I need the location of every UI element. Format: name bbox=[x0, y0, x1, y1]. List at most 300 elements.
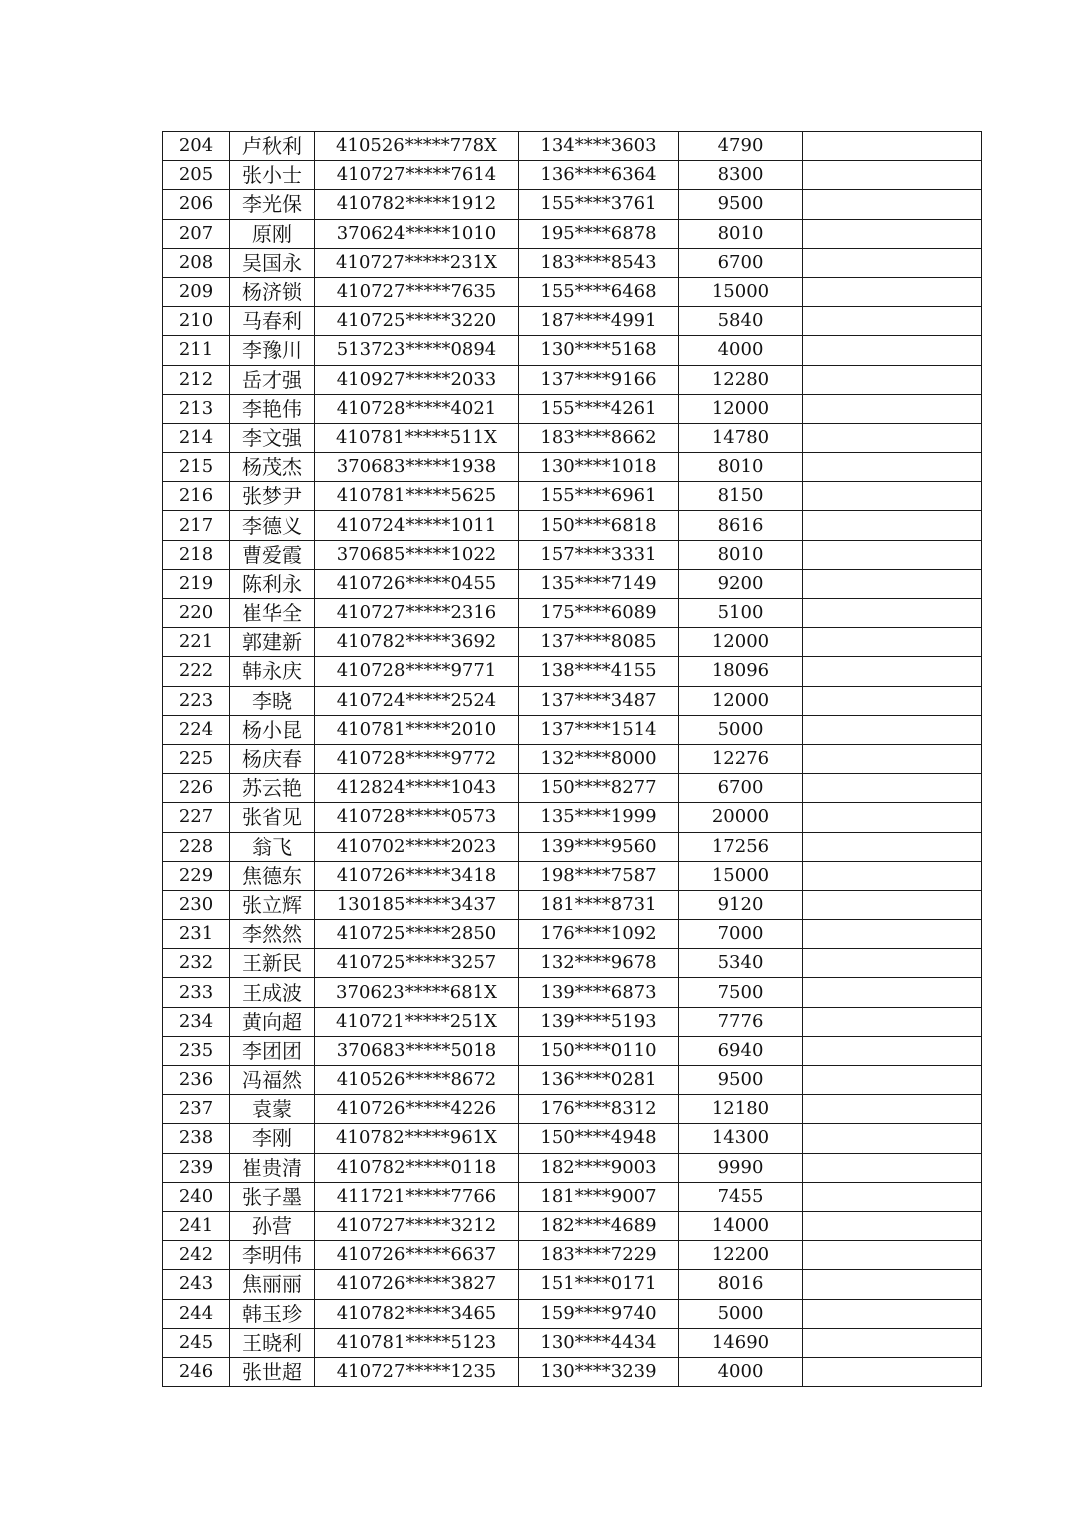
phone-cell: 155****6468 bbox=[519, 277, 679, 306]
name-cell: 张子墨 bbox=[230, 1182, 315, 1211]
id-number-cell: 370623*****681X bbox=[315, 978, 519, 1007]
id-number-cell: 410781*****2010 bbox=[315, 715, 519, 744]
table-row bbox=[163, 1241, 982, 1270]
row-number-cell: 224 bbox=[163, 715, 230, 744]
row-number-cell: 214 bbox=[163, 423, 230, 452]
id-number-cell: 410728*****4021 bbox=[315, 394, 519, 423]
amount-cell: 4000 bbox=[679, 1357, 803, 1386]
note-cell bbox=[803, 453, 982, 482]
name-cell: 郭建新 bbox=[230, 628, 315, 657]
note-cell bbox=[803, 715, 982, 744]
id-number-cell: 410782*****3692 bbox=[315, 628, 519, 657]
row-number-cell: 204 bbox=[163, 132, 230, 161]
table-row bbox=[163, 715, 982, 744]
phone-cell: 138****4155 bbox=[519, 657, 679, 686]
table-row bbox=[163, 1299, 982, 1328]
amount-cell: 9200 bbox=[679, 569, 803, 598]
id-number-cell: 410727*****7614 bbox=[315, 161, 519, 190]
amount-cell: 12000 bbox=[679, 628, 803, 657]
table-row bbox=[163, 132, 982, 161]
amount-cell: 14690 bbox=[679, 1328, 803, 1357]
row-number-cell: 232 bbox=[163, 949, 230, 978]
id-number-cell: 410782*****961X bbox=[315, 1124, 519, 1153]
row-number-cell: 207 bbox=[163, 219, 230, 248]
id-number-cell: 513723*****0894 bbox=[315, 336, 519, 365]
table-row bbox=[163, 1007, 982, 1036]
phone-cell: 187****4991 bbox=[519, 307, 679, 336]
phone-cell: 155****4261 bbox=[519, 394, 679, 423]
amount-cell: 14780 bbox=[679, 423, 803, 452]
table-row bbox=[163, 248, 982, 277]
table-row bbox=[163, 1124, 982, 1153]
phone-cell: 176****8312 bbox=[519, 1095, 679, 1124]
id-number-cell: 410782*****1912 bbox=[315, 190, 519, 219]
amount-cell: 8300 bbox=[679, 161, 803, 190]
phone-cell: 130****5168 bbox=[519, 336, 679, 365]
name-cell: 张省见 bbox=[230, 803, 315, 832]
phone-cell: 182****4689 bbox=[519, 1211, 679, 1240]
amount-cell: 9500 bbox=[679, 1066, 803, 1095]
note-cell bbox=[803, 277, 982, 306]
phone-cell: 139****5193 bbox=[519, 1007, 679, 1036]
amount-cell: 8616 bbox=[679, 511, 803, 540]
row-number-cell: 244 bbox=[163, 1299, 230, 1328]
name-cell: 岳才强 bbox=[230, 365, 315, 394]
table-row bbox=[163, 744, 982, 773]
name-cell: 王晓利 bbox=[230, 1328, 315, 1357]
name-cell: 原刚 bbox=[230, 219, 315, 248]
note-cell bbox=[803, 832, 982, 861]
table-row bbox=[163, 365, 982, 394]
note-cell bbox=[803, 978, 982, 1007]
table-row bbox=[163, 1066, 982, 1095]
note-cell bbox=[803, 890, 982, 919]
note-cell bbox=[803, 1036, 982, 1065]
note-cell bbox=[803, 1211, 982, 1240]
table-row bbox=[163, 161, 982, 190]
row-number-cell: 215 bbox=[163, 453, 230, 482]
name-cell: 杨小昆 bbox=[230, 715, 315, 744]
row-number-cell: 218 bbox=[163, 540, 230, 569]
amount-cell: 5840 bbox=[679, 307, 803, 336]
name-cell: 李刚 bbox=[230, 1124, 315, 1153]
note-cell bbox=[803, 394, 982, 423]
note-cell bbox=[803, 1241, 982, 1270]
id-number-cell: 410724*****1011 bbox=[315, 511, 519, 540]
id-number-cell: 410526*****778X bbox=[315, 132, 519, 161]
row-number-cell: 235 bbox=[163, 1036, 230, 1065]
note-cell bbox=[803, 1357, 982, 1386]
phone-cell: 132****8000 bbox=[519, 744, 679, 773]
amount-cell: 12280 bbox=[679, 365, 803, 394]
table-row bbox=[163, 657, 982, 686]
phone-cell: 150****0110 bbox=[519, 1036, 679, 1065]
roster-table-body bbox=[163, 132, 982, 1387]
id-number-cell: 410781*****5123 bbox=[315, 1328, 519, 1357]
phone-cell: 150****6818 bbox=[519, 511, 679, 540]
row-number-cell: 205 bbox=[163, 161, 230, 190]
amount-cell: 6700 bbox=[679, 774, 803, 803]
row-number-cell: 237 bbox=[163, 1095, 230, 1124]
id-number-cell: 370683*****5018 bbox=[315, 1036, 519, 1065]
table-row bbox=[163, 277, 982, 306]
name-cell: 杨济锁 bbox=[230, 277, 315, 306]
note-cell bbox=[803, 803, 982, 832]
phone-cell: 132****9678 bbox=[519, 949, 679, 978]
table-row bbox=[163, 569, 982, 598]
name-cell: 王成波 bbox=[230, 978, 315, 1007]
row-number-cell: 226 bbox=[163, 774, 230, 803]
amount-cell: 20000 bbox=[679, 803, 803, 832]
table-row bbox=[163, 920, 982, 949]
note-cell bbox=[803, 1328, 982, 1357]
note-cell bbox=[803, 336, 982, 365]
phone-cell: 150****4948 bbox=[519, 1124, 679, 1153]
row-number-cell: 233 bbox=[163, 978, 230, 1007]
table-row bbox=[163, 1095, 982, 1124]
phone-cell: 137****9166 bbox=[519, 365, 679, 394]
row-number-cell: 208 bbox=[163, 248, 230, 277]
phone-cell: 137****3487 bbox=[519, 686, 679, 715]
row-number-cell: 216 bbox=[163, 482, 230, 511]
table-row bbox=[163, 190, 982, 219]
id-number-cell: 410726*****3418 bbox=[315, 861, 519, 890]
phone-cell: 157****3331 bbox=[519, 540, 679, 569]
row-number-cell: 220 bbox=[163, 599, 230, 628]
note-cell bbox=[803, 161, 982, 190]
id-number-cell: 410725*****2850 bbox=[315, 920, 519, 949]
name-cell: 翁飞 bbox=[230, 832, 315, 861]
phone-cell: 183****8543 bbox=[519, 248, 679, 277]
note-cell bbox=[803, 482, 982, 511]
name-cell: 吴国永 bbox=[230, 248, 315, 277]
id-number-cell: 410702*****2023 bbox=[315, 832, 519, 861]
row-number-cell: 223 bbox=[163, 686, 230, 715]
table-row bbox=[163, 307, 982, 336]
phone-cell: 130****4434 bbox=[519, 1328, 679, 1357]
table-row bbox=[163, 336, 982, 365]
name-cell: 卢秋利 bbox=[230, 132, 315, 161]
phone-cell: 139****6873 bbox=[519, 978, 679, 1007]
row-number-cell: 242 bbox=[163, 1241, 230, 1270]
note-cell bbox=[803, 1066, 982, 1095]
table-row bbox=[163, 861, 982, 890]
amount-cell: 8010 bbox=[679, 453, 803, 482]
phone-cell: 183****7229 bbox=[519, 1241, 679, 1270]
row-number-cell: 222 bbox=[163, 657, 230, 686]
name-cell: 崔华全 bbox=[230, 599, 315, 628]
row-number-cell: 209 bbox=[163, 277, 230, 306]
id-number-cell: 410727*****3212 bbox=[315, 1211, 519, 1240]
amount-cell: 12180 bbox=[679, 1095, 803, 1124]
phone-cell: 175****6089 bbox=[519, 599, 679, 628]
phone-cell: 137****1514 bbox=[519, 715, 679, 744]
id-number-cell: 130185*****3437 bbox=[315, 890, 519, 919]
table-row bbox=[163, 686, 982, 715]
row-number-cell: 221 bbox=[163, 628, 230, 657]
table-row bbox=[163, 774, 982, 803]
id-number-cell: 410725*****3220 bbox=[315, 307, 519, 336]
phone-cell: 176****1092 bbox=[519, 920, 679, 949]
name-cell: 李文强 bbox=[230, 423, 315, 452]
id-number-cell: 410781*****5625 bbox=[315, 482, 519, 511]
row-number-cell: 210 bbox=[163, 307, 230, 336]
name-cell: 张小士 bbox=[230, 161, 315, 190]
amount-cell: 15000 bbox=[679, 277, 803, 306]
row-number-cell: 225 bbox=[163, 744, 230, 773]
row-number-cell: 238 bbox=[163, 1124, 230, 1153]
row-number-cell: 239 bbox=[163, 1153, 230, 1182]
row-number-cell: 234 bbox=[163, 1007, 230, 1036]
name-cell: 黄向超 bbox=[230, 1007, 315, 1036]
amount-cell: 7455 bbox=[679, 1182, 803, 1211]
row-number-cell: 228 bbox=[163, 832, 230, 861]
name-cell: 韩玉珍 bbox=[230, 1299, 315, 1328]
row-number-cell: 212 bbox=[163, 365, 230, 394]
note-cell bbox=[803, 744, 982, 773]
id-number-cell: 410725*****3257 bbox=[315, 949, 519, 978]
name-cell: 孙营 bbox=[230, 1211, 315, 1240]
id-number-cell: 410726*****4226 bbox=[315, 1095, 519, 1124]
phone-cell: 135****1999 bbox=[519, 803, 679, 832]
note-cell bbox=[803, 569, 982, 598]
id-number-cell: 410726*****3827 bbox=[315, 1270, 519, 1299]
phone-cell: 182****9003 bbox=[519, 1153, 679, 1182]
amount-cell: 7000 bbox=[679, 920, 803, 949]
row-number-cell: 227 bbox=[163, 803, 230, 832]
note-cell bbox=[803, 861, 982, 890]
amount-cell: 12276 bbox=[679, 744, 803, 773]
table-row bbox=[163, 803, 982, 832]
name-cell: 李豫川 bbox=[230, 336, 315, 365]
amount-cell: 4790 bbox=[679, 132, 803, 161]
note-cell bbox=[803, 190, 982, 219]
amount-cell: 9990 bbox=[679, 1153, 803, 1182]
row-number-cell: 241 bbox=[163, 1211, 230, 1240]
id-number-cell: 410727*****231X bbox=[315, 248, 519, 277]
amount-cell: 7500 bbox=[679, 978, 803, 1007]
note-cell bbox=[803, 248, 982, 277]
table-row bbox=[163, 453, 982, 482]
phone-cell: 181****8731 bbox=[519, 890, 679, 919]
roster-table bbox=[162, 131, 982, 1387]
row-number-cell: 211 bbox=[163, 336, 230, 365]
table-row bbox=[163, 1211, 982, 1240]
name-cell: 陈利永 bbox=[230, 569, 315, 598]
name-cell: 李然然 bbox=[230, 920, 315, 949]
name-cell: 李晓 bbox=[230, 686, 315, 715]
note-cell bbox=[803, 949, 982, 978]
row-number-cell: 246 bbox=[163, 1357, 230, 1386]
name-cell: 马春利 bbox=[230, 307, 315, 336]
note-cell bbox=[803, 920, 982, 949]
note-cell bbox=[803, 540, 982, 569]
table-row bbox=[163, 1153, 982, 1182]
id-number-cell: 410724*****2524 bbox=[315, 686, 519, 715]
id-number-cell: 410526*****8672 bbox=[315, 1066, 519, 1095]
row-number-cell: 231 bbox=[163, 920, 230, 949]
table-row bbox=[163, 832, 982, 861]
amount-cell: 12000 bbox=[679, 686, 803, 715]
id-number-cell: 410727*****1235 bbox=[315, 1357, 519, 1386]
phone-cell: 183****8662 bbox=[519, 423, 679, 452]
phone-cell: 136****6364 bbox=[519, 161, 679, 190]
note-cell bbox=[803, 1007, 982, 1036]
name-cell: 韩永庆 bbox=[230, 657, 315, 686]
name-cell: 李德义 bbox=[230, 511, 315, 540]
id-number-cell: 410721*****251X bbox=[315, 1007, 519, 1036]
amount-cell: 5000 bbox=[679, 715, 803, 744]
table-row bbox=[163, 978, 982, 1007]
phone-cell: 195****6878 bbox=[519, 219, 679, 248]
note-cell bbox=[803, 657, 982, 686]
name-cell: 杨茂杰 bbox=[230, 453, 315, 482]
name-cell: 崔贵清 bbox=[230, 1153, 315, 1182]
amount-cell: 17256 bbox=[679, 832, 803, 861]
amount-cell: 18096 bbox=[679, 657, 803, 686]
amount-cell: 14300 bbox=[679, 1124, 803, 1153]
name-cell: 李艳伟 bbox=[230, 394, 315, 423]
amount-cell: 14000 bbox=[679, 1211, 803, 1240]
table-row bbox=[163, 540, 982, 569]
id-number-cell: 410727*****2316 bbox=[315, 599, 519, 628]
name-cell: 李光保 bbox=[230, 190, 315, 219]
amount-cell: 7776 bbox=[679, 1007, 803, 1036]
table-row bbox=[163, 1357, 982, 1386]
id-number-cell: 410782*****0118 bbox=[315, 1153, 519, 1182]
note-cell bbox=[803, 219, 982, 248]
table-row bbox=[163, 1182, 982, 1211]
name-cell: 袁蒙 bbox=[230, 1095, 315, 1124]
name-cell: 张立辉 bbox=[230, 890, 315, 919]
id-number-cell: 410927*****2033 bbox=[315, 365, 519, 394]
amount-cell: 5000 bbox=[679, 1299, 803, 1328]
amount-cell: 8016 bbox=[679, 1270, 803, 1299]
amount-cell: 5340 bbox=[679, 949, 803, 978]
table-row bbox=[163, 394, 982, 423]
name-cell: 苏云艳 bbox=[230, 774, 315, 803]
note-cell bbox=[803, 1299, 982, 1328]
amount-cell: 12200 bbox=[679, 1241, 803, 1270]
row-number-cell: 230 bbox=[163, 890, 230, 919]
row-number-cell: 240 bbox=[163, 1182, 230, 1211]
note-cell bbox=[803, 307, 982, 336]
table-row bbox=[163, 949, 982, 978]
amount-cell: 15000 bbox=[679, 861, 803, 890]
note-cell bbox=[803, 1095, 982, 1124]
phone-cell: 181****9007 bbox=[519, 1182, 679, 1211]
name-cell: 李团团 bbox=[230, 1036, 315, 1065]
table-row bbox=[163, 890, 982, 919]
name-cell: 焦德东 bbox=[230, 861, 315, 890]
phone-cell: 137****8085 bbox=[519, 628, 679, 657]
row-number-cell: 213 bbox=[163, 394, 230, 423]
amount-cell: 8150 bbox=[679, 482, 803, 511]
note-cell bbox=[803, 686, 982, 715]
row-number-cell: 206 bbox=[163, 190, 230, 219]
note-cell bbox=[803, 774, 982, 803]
note-cell bbox=[803, 1270, 982, 1299]
table-row bbox=[163, 482, 982, 511]
id-number-cell: 370685*****1022 bbox=[315, 540, 519, 569]
note-cell bbox=[803, 511, 982, 540]
note-cell bbox=[803, 365, 982, 394]
phone-cell: 136****0281 bbox=[519, 1066, 679, 1095]
name-cell: 焦丽丽 bbox=[230, 1270, 315, 1299]
phone-cell: 151****0171 bbox=[519, 1270, 679, 1299]
note-cell bbox=[803, 1124, 982, 1153]
table-row bbox=[163, 628, 982, 657]
phone-cell: 134****3603 bbox=[519, 132, 679, 161]
note-cell bbox=[803, 1182, 982, 1211]
row-number-cell: 236 bbox=[163, 1066, 230, 1095]
amount-cell: 8010 bbox=[679, 219, 803, 248]
table-row bbox=[163, 219, 982, 248]
amount-cell: 5100 bbox=[679, 599, 803, 628]
table-row bbox=[163, 423, 982, 452]
note-cell bbox=[803, 423, 982, 452]
phone-cell: 130****1018 bbox=[519, 453, 679, 482]
amount-cell: 6700 bbox=[679, 248, 803, 277]
phone-cell: 155****6961 bbox=[519, 482, 679, 511]
row-number-cell: 245 bbox=[163, 1328, 230, 1357]
row-number-cell: 243 bbox=[163, 1270, 230, 1299]
id-number-cell: 410726*****6637 bbox=[315, 1241, 519, 1270]
id-number-cell: 411721*****7766 bbox=[315, 1182, 519, 1211]
id-number-cell: 370683*****1938 bbox=[315, 453, 519, 482]
phone-cell: 159****9740 bbox=[519, 1299, 679, 1328]
name-cell: 杨庆春 bbox=[230, 744, 315, 773]
phone-cell: 135****7149 bbox=[519, 569, 679, 598]
row-number-cell: 229 bbox=[163, 861, 230, 890]
name-cell: 李明伟 bbox=[230, 1241, 315, 1270]
id-number-cell: 410728*****9771 bbox=[315, 657, 519, 686]
id-number-cell: 410781*****511X bbox=[315, 423, 519, 452]
name-cell: 张世超 bbox=[230, 1357, 315, 1386]
name-cell: 王新民 bbox=[230, 949, 315, 978]
name-cell: 曹爱霞 bbox=[230, 540, 315, 569]
phone-cell: 130****3239 bbox=[519, 1357, 679, 1386]
amount-cell: 4000 bbox=[679, 336, 803, 365]
amount-cell: 9500 bbox=[679, 190, 803, 219]
table-row bbox=[163, 599, 982, 628]
id-number-cell: 410727*****7635 bbox=[315, 277, 519, 306]
note-cell bbox=[803, 628, 982, 657]
note-cell bbox=[803, 1153, 982, 1182]
id-number-cell: 412824*****1043 bbox=[315, 774, 519, 803]
row-number-cell: 219 bbox=[163, 569, 230, 598]
phone-cell: 139****9560 bbox=[519, 832, 679, 861]
amount-cell: 12000 bbox=[679, 394, 803, 423]
amount-cell: 9120 bbox=[679, 890, 803, 919]
table-row bbox=[163, 1036, 982, 1065]
phone-cell: 155****3761 bbox=[519, 190, 679, 219]
table-row bbox=[163, 511, 982, 540]
note-cell bbox=[803, 132, 982, 161]
note-cell bbox=[803, 599, 982, 628]
id-number-cell: 410782*****3465 bbox=[315, 1299, 519, 1328]
id-number-cell: 410728*****0573 bbox=[315, 803, 519, 832]
name-cell: 冯福然 bbox=[230, 1066, 315, 1095]
amount-cell: 6940 bbox=[679, 1036, 803, 1065]
phone-cell: 198****7587 bbox=[519, 861, 679, 890]
amount-cell: 8010 bbox=[679, 540, 803, 569]
phone-cell: 150****8277 bbox=[519, 774, 679, 803]
id-number-cell: 410728*****9772 bbox=[315, 744, 519, 773]
id-number-cell: 410726*****0455 bbox=[315, 569, 519, 598]
row-number-cell: 217 bbox=[163, 511, 230, 540]
id-number-cell: 370624*****1010 bbox=[315, 219, 519, 248]
